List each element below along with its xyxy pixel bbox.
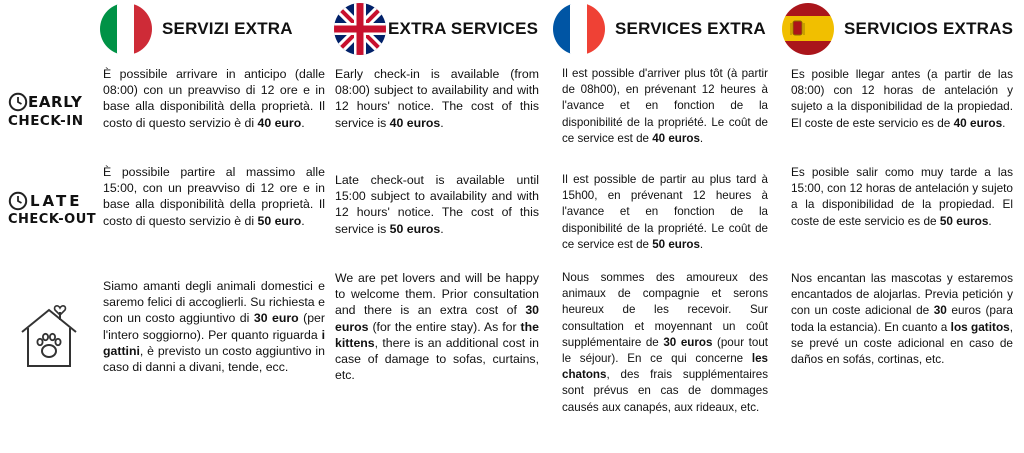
spain-flag-icon <box>782 3 834 55</box>
header-french <box>553 0 766 58</box>
late-text-it: È possibile partire al massimo alle 15:00, con un preavviso di 12 ore e in base alla disponibilità della proprietà. Il costo di questo servizio è di 50 euro. <box>103 165 325 228</box>
header-title-en: EXTRA SERVICES <box>388 19 539 38</box>
header-title-fr: SERVICES EXTRA <box>615 19 766 38</box>
late-text-es: Es posible salir como muy tarde a las 15:00, con 12 horas de antelación y sujeto a la disponibilidad de la propiedad. El coste de este servicio es de 50 euros. <box>791 165 1013 228</box>
early-text-fr: Il est possible d'arriver plus tôt (à partir de 08h00), en prévenant 12 heures à l'avance et en fonction de la disponibilité de la propriété. Le coût de ce service est de 40 euros. <box>562 67 768 145</box>
header-spanish <box>782 0 1013 58</box>
header-english <box>334 0 538 58</box>
italy-flag-icon <box>100 3 152 55</box>
early-text-es: Es posible llegar antes (a partir de las 08:00) con 12 horas de antelación y sujeto a la disponibilidad de la propiedad. El coste de este servicio es de 40 euros. <box>791 67 1013 130</box>
late-text-en: Late check-out is available until 15:00 subject to availability and with 12 hours' notice. The cost of this service is 50 euros. <box>335 173 539 236</box>
checkin-label: CHECK-IN <box>8 113 84 129</box>
early-label: EARLY <box>28 93 83 111</box>
pets-text-it: Siamo amanti degli animali domestici e saremo felici di accoglierli. Su richiesta e con un costo aggiuntivo di 30 euro (per l'intero soggiorno). Per quanto riguarda i gattini, è previsto un costo aggiuntivo in caso di danni a divani, tende, ecc. <box>103 279 325 375</box>
header-italian <box>100 0 293 58</box>
checkout-label: CHECK-OUT <box>8 212 97 227</box>
late-checkout-icon-block <box>8 191 100 228</box>
late-text-fr: Il est possible de partir au plus tard à 15h00, en prévenant 12 heures à l'avance et en fonction de la disponibilité de la propriété. Le coût de ce service est de 50 euros. <box>562 173 768 251</box>
clock-icon <box>8 191 28 211</box>
header-title-it: SERVIZI EXTRA <box>162 19 293 38</box>
pets-text-en: We are pet lovers and will be happy to welcome them. Prior consultation and there is an extra cost of 30 euros (for the entire stay). As for the kittens, there is an additional cost in case of damage to sofas, curtains, etc. <box>335 271 539 383</box>
early-text-en: Early check-in is available (from 08:00) subject to availability and with 12 hours' notice. The cost of this service is 40 euros. <box>335 67 539 130</box>
pets-text-fr: Nous sommes des amoureux des animaux de compagnie et serons heureux de les recevoir. Sur consultation et moyennant un coût supplémentaire de 30 euros (pour tout le séjour). En ce qui concerne les chatons, des frais supplémentaires sont prévus en cas de dommages causés aux canapés, aux rideaux, etc. <box>562 271 768 414</box>
early-text-it: È possibile arrivare in anticipo (dalle 08:00) con un preavviso di 12 ore e in base alla disponibilità della proprietà. Il costo di questo servizio è di 40 euro. <box>103 67 325 130</box>
uk-flag-icon <box>334 3 386 55</box>
late-label: LATE <box>30 192 83 210</box>
pet-house-icon <box>16 300 82 372</box>
early-checkin-icon-block <box>8 92 98 129</box>
france-flag-icon <box>553 3 605 55</box>
clock-icon <box>8 92 28 112</box>
header-title-es: SERVICIOS EXTRAS <box>844 19 1014 38</box>
pets-text-es: Nos encantan las mascotas y estaremos encantados de alojarlas. Previa petición y con un coste adicional de 30 euros (para toda la estancia). En cuanto a los gatitos, se prevé un coste adicional en caso de daños en sofás, cortinas, etc. <box>791 271 1013 367</box>
